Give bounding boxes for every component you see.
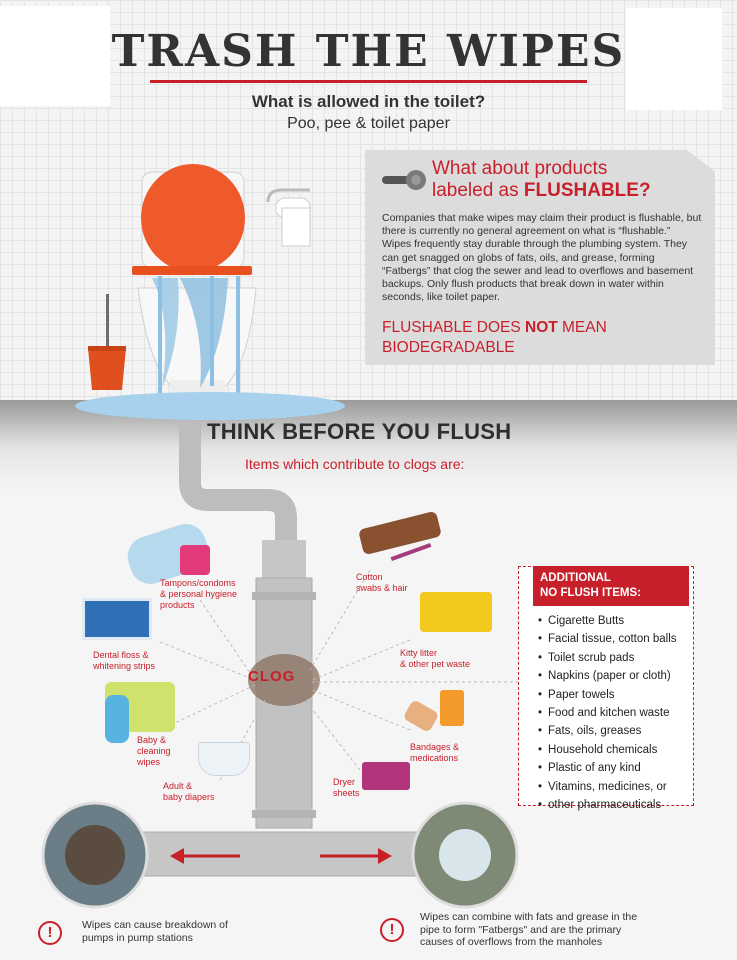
flushable-warning-not: NOT: [525, 319, 558, 336]
warning-fatbergs-line3: causes of overflows from the manholes: [420, 936, 603, 948]
label-kitty-litter: [400, 648, 470, 670]
litter-box-icon: [420, 592, 492, 632]
additional-heading-line1: ADDITIONAL: [540, 572, 611, 584]
warning-icon: !: [38, 921, 62, 945]
label-dryer-sheets-line2: sheets: [333, 788, 360, 798]
clog-label: CLOG: [248, 668, 296, 685]
dryer-sheets-icon: [362, 762, 410, 790]
label-bandages-line2: medications: [410, 753, 459, 763]
title-underline: [150, 80, 587, 83]
list-item: • Food and kitchen waste: [538, 704, 698, 722]
list-item: • Cigarette Butts: [538, 612, 698, 630]
list-item: • Paper towels: [538, 686, 698, 704]
label-dental-floss-line1: Dental floss &: [93, 650, 149, 660]
diaper-icon: [198, 742, 250, 776]
warning-pumps-line1: Wipes can cause breakdown of: [82, 919, 228, 931]
label-diapers: [163, 781, 215, 803]
list-item: • Toilet scrub pads: [538, 649, 698, 667]
toilet-paper-icon: [262, 180, 322, 250]
warning-pumps-line2: pumps in pump stations: [82, 931, 193, 944]
section-subtitle: Items which contribute to clogs are:: [245, 456, 465, 472]
list-item: • Household chemicals: [538, 741, 698, 759]
label-tampons: [160, 578, 237, 611]
flushable-warning-prefix: FLUSHABLE DOES: [382, 319, 525, 336]
flushable-heading-line1: What about products: [432, 158, 608, 179]
label-bandages-line1: Bandages &: [410, 742, 460, 752]
cleaning-wipes-icon: [105, 695, 129, 743]
label-wipes-line2: cleaning: [137, 746, 171, 756]
allowed-answer: Poo, pee & toilet paper: [287, 115, 450, 132]
flushable-warning-suffix: MEAN BIODEGRADABLE: [382, 319, 607, 356]
whitening-strips-icon: [82, 598, 152, 640]
list-item: • Plastic of any kind: [538, 759, 698, 777]
label-tampons-line2: & personal hygiene: [160, 589, 238, 599]
additional-items-list: [538, 612, 698, 814]
medication-bottle-icon: [440, 690, 464, 726]
list-item: • other pharmaceuticals: [538, 796, 698, 814]
warning-icon: !: [380, 918, 404, 942]
label-tampons-line3: products: [160, 600, 195, 610]
label-wipes-line3: wipes: [137, 757, 161, 767]
label-kitty-litter-line2: & other pet waste: [400, 659, 471, 669]
list-item: • Napkins (paper or cloth): [538, 667, 698, 685]
label-dryer-sheets: [333, 777, 360, 799]
page-title: TRASH THE WIPES: [111, 26, 626, 77]
warning-fatbergs: [420, 911, 637, 949]
additional-items-heading: [533, 566, 689, 606]
label-tampons-line1: Tampons/condoms: [160, 578, 236, 588]
warning-fatbergs-line2: pipe to form "Fatbergs" and are the primary: [420, 923, 622, 936]
flushable-heading-line2: [432, 180, 651, 202]
label-wipes: [137, 735, 171, 768]
label-dental-floss-line2: whitening strips: [93, 661, 156, 671]
section-title: THINK BEFORE YOU FLUSH: [207, 419, 512, 444]
label-kitty-litter-line1: Kitty litter: [400, 648, 438, 658]
flushable-body-text: Companies that make wipes may claim their product is flushable, but there is currently no general agreement on what is “flushable.” Wipes frequently stay durable through the plumbing system. They can get snagged on globs of fats, oils, and grease, forming “Fatbergs” that clog the sewer and lead to overflows and basement backups. Only flush products that break down in water within seconds, like toilet paper.: [382, 212, 702, 304]
label-cotton-swabs: [356, 572, 408, 594]
label-wipes-line1: Baby &: [137, 735, 167, 745]
label-cotton-swabs-line2: swabs & hair: [356, 583, 408, 593]
list-item: • Facial tissue, cotton balls: [538, 630, 698, 648]
warning-pumps: [82, 919, 228, 944]
label-dryer-sheets-line1: Dryer: [333, 777, 355, 787]
flushable-heading-prefix: labeled as: [432, 180, 524, 201]
flushable-heading-bold: FLUSHABLE?: [523, 180, 651, 201]
condom-wrapper-icon: [180, 545, 210, 575]
list-item: • Fats, oils, greases: [538, 722, 698, 740]
additional-heading-line2: NO FLUSH ITEMS:: [540, 587, 641, 599]
list-item: • Vitamins, medicines, or: [538, 778, 698, 796]
label-diapers-line2: baby diapers: [163, 792, 215, 802]
label-dental-floss: [93, 650, 155, 672]
label-bandages: [410, 742, 459, 764]
allowed-question: What is allowed in the toilet?: [251, 92, 486, 111]
warning-fatbergs-line1: Wipes can combine with fats and grease in the: [420, 911, 638, 923]
label-cotton-swabs-line1: Cotton: [356, 572, 383, 582]
label-diapers-line1: Adult &: [163, 781, 193, 791]
flushable-warning: [382, 318, 702, 358]
flush-handle-icon: [382, 168, 428, 192]
